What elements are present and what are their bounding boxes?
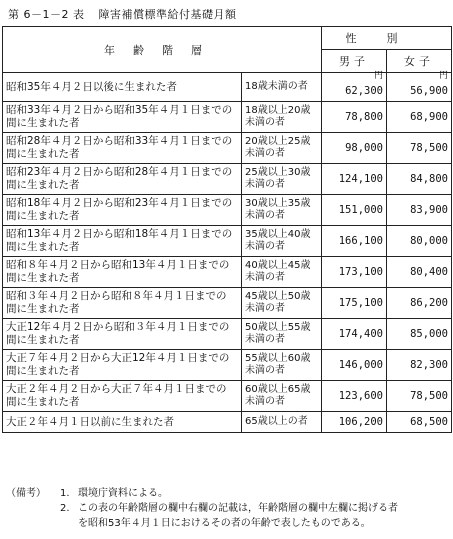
female-amount: 78,500 — [410, 142, 448, 154]
age-line: 35歳以上40歳 — [245, 229, 311, 240]
age-line: 未満の者 — [245, 179, 285, 190]
birth-period-line: 間に生まれた者 — [6, 396, 80, 408]
birth-period-line: 間に生まれた者 — [6, 117, 80, 129]
age-line: 未満の者 — [245, 148, 285, 159]
table-row — [3, 164, 452, 195]
birth-period-cell — [3, 133, 242, 164]
birth-period-line: 大正７年４月２日から大正12年４月１日までの — [6, 352, 230, 364]
age-cell — [242, 319, 322, 350]
table-title — [8, 6, 237, 22]
female-amount: 80,400 — [410, 266, 448, 278]
age-cell — [242, 133, 322, 164]
age-line: 45歳以上50歳 — [245, 291, 311, 302]
age-line: 55歳以上60歳 — [245, 353, 311, 364]
age-line: 未満の者 — [245, 117, 285, 128]
birth-period-line: 間に生まれた者 — [6, 148, 80, 160]
female-amount: 78,500 — [410, 390, 448, 402]
age-cell — [242, 195, 322, 226]
female-amount: 86,200 — [410, 297, 448, 309]
note-text: 環境庁資料による。 — [78, 488, 168, 499]
age-line: 30歳以上35歳 — [245, 198, 311, 209]
male-amount-cell — [322, 381, 387, 412]
birth-period-line: 間に生まれた者 — [6, 303, 80, 315]
female-amount-cell — [387, 319, 452, 350]
birth-period-line: 昭和23年４月２日から昭和28年４月１日までの — [6, 166, 233, 178]
female-amount-cell — [387, 350, 452, 381]
male-amount: 62,300 — [345, 85, 383, 97]
age-cell — [242, 226, 322, 257]
age-line: 60歳以上65歳 — [245, 384, 311, 395]
birth-period-line: 大正12年４月２日から昭和３年４月１日までの — [6, 321, 230, 333]
birth-period-line: 昭和18年４月２日から昭和23年４月１日までの — [6, 197, 233, 209]
female-amount: 85,000 — [410, 328, 448, 340]
age-line: 25歳以上30歳 — [245, 167, 311, 178]
female-amount-cell — [387, 226, 452, 257]
male-amount: 174,400 — [338, 328, 383, 340]
birth-period-cell — [3, 319, 242, 350]
birth-period-line: 昭和８年４月２日から昭和13年４月１日までの — [6, 259, 230, 271]
age-line: 未満の者 — [245, 303, 285, 314]
age-cell — [242, 164, 322, 195]
male-amount: 166,100 — [338, 235, 383, 247]
male-amount: 151,000 — [338, 204, 383, 216]
birth-period-cell — [3, 195, 242, 226]
age-line: 18歳以上20歳 — [245, 105, 311, 116]
age-cell — [242, 73, 322, 102]
age-line: 未満の者 — [245, 241, 285, 252]
header-sex: 性別 — [322, 27, 452, 50]
female-amount-cell — [387, 164, 452, 195]
table-row — [3, 226, 452, 257]
note-label — [6, 501, 60, 516]
age-cell — [242, 257, 322, 288]
note-number: 2. — [60, 503, 70, 514]
table-name: 障害補償標準給付基礎月額 — [98, 8, 237, 21]
male-amount-cell — [322, 319, 387, 350]
age-line: 未満の者 — [245, 365, 285, 376]
age-cell — [242, 412, 322, 433]
table-row — [3, 319, 452, 350]
female-amount-cell — [387, 102, 452, 133]
birth-period-line: 大正２年４月２日から大正７年４月１日までの — [6, 383, 227, 395]
male-amount: 106,200 — [338, 416, 383, 428]
table-number: 第 6－1－2 表 — [8, 8, 85, 21]
age-line: 18歳未満の者 — [245, 81, 308, 92]
age-line: 未満の者 — [245, 272, 285, 283]
male-amount: 175,100 — [338, 297, 383, 309]
note-text: を昭和53年４月１日におけるその者の年齢で表したものである。 — [78, 518, 371, 529]
birth-period-line: 間に生まれた者 — [6, 210, 80, 222]
table-row — [3, 257, 452, 288]
female-amount-cell — [387, 288, 452, 319]
female-amount: 56,900 — [410, 85, 448, 97]
age-line: 65歳以上の者 — [245, 416, 308, 427]
male-amount-cell — [322, 164, 387, 195]
male-amount: 123,600 — [338, 390, 383, 402]
male-amount: 98,000 — [345, 142, 383, 154]
age-line: 20歳以上25歳 — [245, 136, 311, 147]
header-female: 女子 — [387, 50, 452, 73]
age-line: 40歳以上45歳 — [245, 260, 311, 271]
birth-period-line: 昭和28年４月２日から昭和33年４月１日までの — [6, 135, 233, 147]
birth-period-line: 間に生まれた者 — [6, 365, 80, 377]
birth-period-cell — [3, 381, 242, 412]
header-age-group: 年齢階層 — [3, 27, 322, 73]
birth-period-line: 間に生まれた者 — [6, 241, 80, 253]
age-line: 未満の者 — [245, 334, 285, 345]
female-amount-cell — [387, 73, 452, 102]
male-amount: 78,800 — [345, 111, 383, 123]
female-amount: 84,800 — [410, 173, 448, 185]
table-row — [3, 412, 452, 433]
age-cell — [242, 350, 322, 381]
birth-period-cell — [3, 412, 242, 433]
male-amount: 124,100 — [338, 173, 383, 185]
age-line: 未満の者 — [245, 210, 285, 221]
birth-period-cell — [3, 350, 242, 381]
age-line: 未満の者 — [245, 396, 285, 407]
male-amount-cell — [322, 288, 387, 319]
male-amount: 146,000 — [338, 359, 383, 371]
female-amount-cell — [387, 381, 452, 412]
note-number: 1. — [60, 488, 70, 499]
table-row — [3, 350, 452, 381]
yen-unit: 円 — [438, 71, 448, 81]
female-amount: 80,000 — [410, 235, 448, 247]
female-amount: 83,900 — [410, 204, 448, 216]
birth-period-line: 間に生まれた者 — [6, 334, 80, 346]
header-male: 男子 — [322, 50, 387, 73]
table-row — [3, 133, 452, 164]
age-cell — [242, 102, 322, 133]
male-amount-cell — [322, 73, 387, 102]
birth-period-cell — [3, 288, 242, 319]
female-amount: 82,300 — [410, 359, 448, 371]
female-amount: 68,500 — [410, 416, 448, 428]
female-amount-cell — [387, 133, 452, 164]
male-amount-cell — [322, 102, 387, 133]
table-row — [3, 195, 452, 226]
table-row — [3, 288, 452, 319]
note-line — [6, 486, 398, 501]
age-cell — [242, 381, 322, 412]
birth-period-line: 昭和33年４月２日から昭和35年４月１日までの — [6, 104, 233, 116]
age-line: 50歳以上55歳 — [245, 322, 311, 333]
table-row — [3, 102, 452, 133]
yen-unit: 円 — [373, 71, 383, 81]
birth-period-line: 昭和35年４月２日以後に生まれた者 — [6, 80, 177, 93]
age-cell — [242, 288, 322, 319]
birth-period-cell — [3, 226, 242, 257]
male-amount-cell — [322, 195, 387, 226]
benefit-table — [2, 26, 452, 433]
birth-period-line: 間に生まれた者 — [6, 272, 80, 284]
table-row — [3, 73, 452, 102]
birth-period-line: 間に生まれた者 — [6, 179, 80, 191]
birth-period-line: 昭和13年４月２日から昭和18年４月１日までの — [6, 228, 233, 240]
table-row — [3, 381, 452, 412]
male-amount-cell — [322, 412, 387, 433]
birth-period-cell — [3, 257, 242, 288]
note-text: この表の年齢階層の欄中右欄の記載は，年齢階層の欄中左欄に掲げる者 — [78, 503, 398, 514]
birth-period-cell — [3, 164, 242, 195]
birth-period-line: 大正２年４月１日以前に生まれた者 — [6, 415, 174, 428]
birth-period-cell — [3, 102, 242, 133]
note-line — [6, 501, 398, 516]
male-amount: 173,100 — [338, 266, 383, 278]
notes — [6, 486, 398, 531]
birth-period-cell — [3, 73, 242, 102]
male-amount-cell — [322, 350, 387, 381]
note-line — [6, 516, 398, 531]
female-amount-cell — [387, 195, 452, 226]
male-amount-cell — [322, 133, 387, 164]
male-amount-cell — [322, 226, 387, 257]
table-body — [3, 73, 452, 433]
female-amount: 68,900 — [410, 111, 448, 123]
female-amount-cell — [387, 412, 452, 433]
female-amount-cell — [387, 257, 452, 288]
male-amount-cell — [322, 257, 387, 288]
note-label: （備考） — [6, 488, 46, 499]
birth-period-line: 昭和３年４月２日から昭和８年４月１日までの — [6, 290, 227, 302]
